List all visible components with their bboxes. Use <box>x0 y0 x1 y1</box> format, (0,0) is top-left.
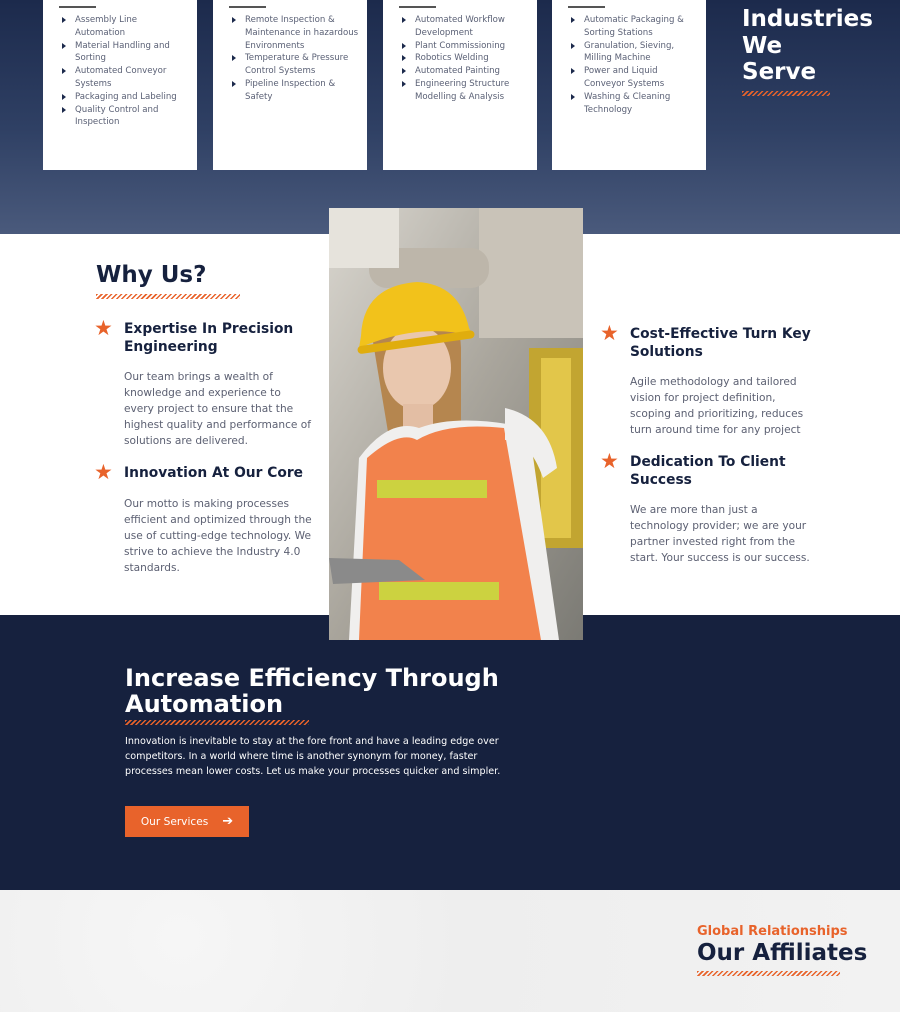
industry-list <box>59 14 189 129</box>
arrow-right-icon: ➔ <box>222 814 234 829</box>
list-item: Power and Liquid Conveyor Systems <box>568 65 698 91</box>
feature-title: Expertise In Precision Engineering <box>124 321 294 355</box>
list-item: Assembly Line Automation <box>59 14 189 40</box>
industry-list <box>399 14 529 104</box>
star-icon: ★ <box>94 316 113 340</box>
feature-item <box>600 321 815 438</box>
industry-card <box>552 0 706 170</box>
star-icon: ★ <box>94 460 113 484</box>
list-item: Automated Painting <box>399 65 529 78</box>
feature-item <box>94 316 314 449</box>
industries-section <box>0 0 900 234</box>
heading-line: Serve <box>742 59 817 85</box>
list-item: Automated Workflow Development <box>399 14 529 40</box>
list-item: Granulation, Sieving, Milling Machine <box>568 40 698 66</box>
list-item: Packaging and Labeling <box>59 91 189 104</box>
worker-illustration <box>329 208 583 640</box>
list-item: Washing & Cleaning Technology <box>568 91 698 117</box>
feature-text: Agile methodology and tailored vision for project definition, scoping and prioritizing, reduces turn around time for any project <box>630 376 804 436</box>
feature-text: Our team brings a wealth of knowledge and experience to every project to ensure that the highest quality and performance of solutions are delivered. <box>124 371 311 447</box>
efficiency-section <box>0 615 900 890</box>
industry-card <box>213 0 367 170</box>
list-item: Robotics Welding <box>399 52 529 65</box>
list-item: Automatic Packaging & Sorting Stations <box>568 14 698 40</box>
list-item: Engineering Structure Modelling & Analysis <box>399 78 529 104</box>
heading-line: We <box>742 32 783 59</box>
list-item: Quality Control and Inspection <box>59 104 189 130</box>
efficiency-title: Increase Efficiency Through Automation <box>125 664 499 718</box>
affiliates-underline <box>697 971 840 976</box>
list-item: Remote Inspection & Maintenance in hazardous Environments <box>229 14 359 52</box>
list-item: Pipeline Inspection & Safety <box>229 78 359 104</box>
star-icon: ★ <box>600 449 619 473</box>
efficiency-text: Innovation is inevitable to stay at the fore front and have a leading edge over competitors. In a world where time is another synonym for money, faster processes mean lower costs. Let us make your processes quicker and simpler. <box>125 736 501 777</box>
card-divider <box>568 6 605 8</box>
industry-card <box>43 0 197 170</box>
why-us-title: Why Us? <box>96 262 207 288</box>
our-services-button[interactable] <box>125 806 249 837</box>
card-divider <box>229 6 266 8</box>
industries-heading <box>742 6 873 96</box>
industry-card <box>383 0 537 170</box>
list-item: Plant Commissioning <box>399 40 529 53</box>
card-divider <box>59 6 96 8</box>
industry-list <box>568 14 698 116</box>
list-item: Automated Conveyor Systems <box>59 65 189 91</box>
feature-item <box>600 449 815 566</box>
heading-underline <box>742 91 830 96</box>
feature-text: Our motto is making processes efficient and optimized through the use of cutting-edge technology. We strive to achieve the Industry 4.0 standards. <box>124 497 312 574</box>
button-label: Our Services <box>140 815 209 828</box>
feature-text: We are more than just a technology provider; we are your partner invested right from the start. Your success is our success. <box>630 504 810 564</box>
affiliates-section <box>0 890 900 1012</box>
why-us-underline <box>96 294 240 299</box>
feature-title: Dedication To Client Success <box>630 454 786 488</box>
list-item: Material Handling and Sorting <box>59 40 189 66</box>
affiliates-kicker: Global Relationships <box>697 924 848 939</box>
feature-title: Cost-Effective Turn Key Solutions <box>630 326 811 360</box>
feature-title: Innovation At Our Core <box>124 465 303 481</box>
list-item: Temperature & Pressure Control Systems <box>229 52 359 78</box>
feature-item <box>94 460 314 576</box>
efficiency-underline <box>125 720 309 725</box>
card-divider <box>399 6 436 8</box>
affiliates-title: Our Affiliates <box>697 940 868 966</box>
page-bottom <box>0 1012 900 1030</box>
heading-line: Industries <box>742 6 873 32</box>
star-icon: ★ <box>600 321 619 345</box>
industry-list <box>229 14 359 104</box>
worker-photo <box>329 208 583 640</box>
